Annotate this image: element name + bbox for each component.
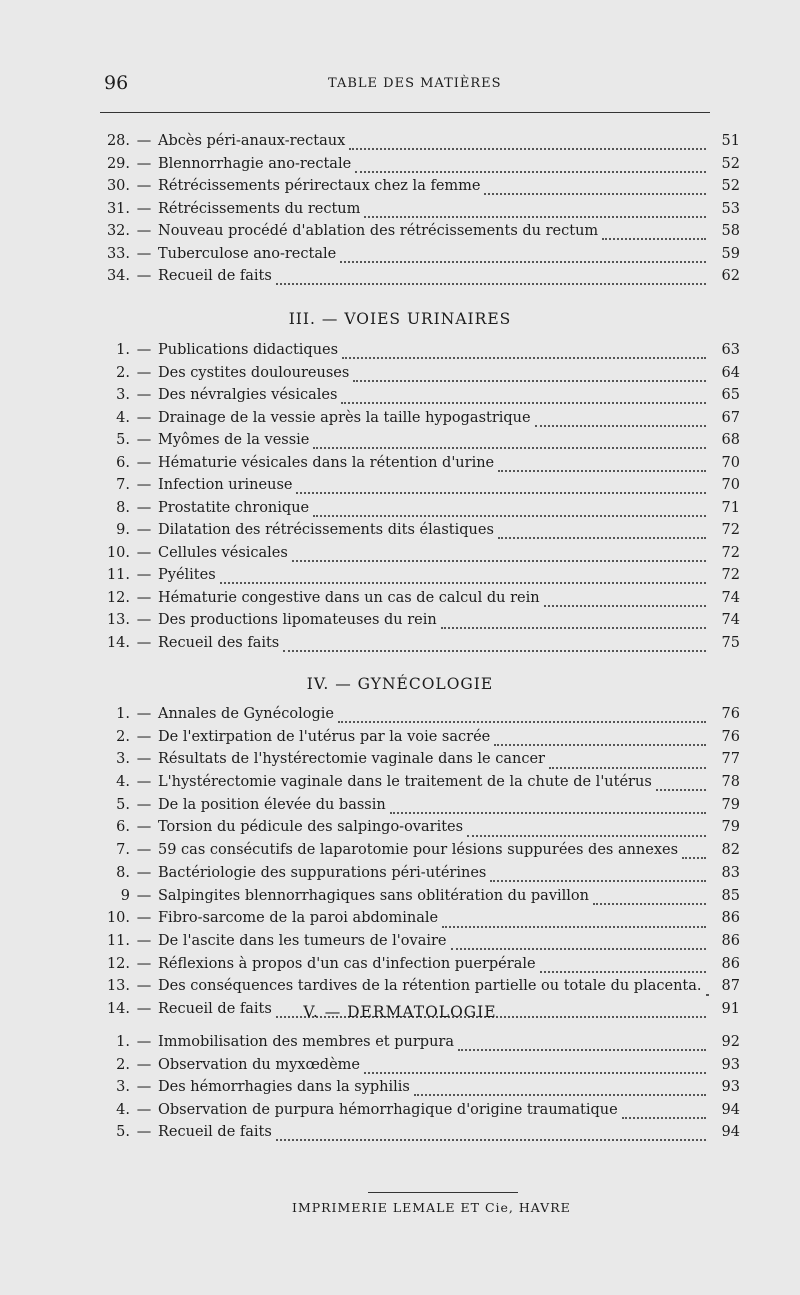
entry-dash: — (136, 751, 152, 768)
entry-title: Des productions lipomateuses du rein (158, 612, 437, 628)
entry-page-number: 74 (721, 589, 740, 606)
entry-number: 12. (106, 955, 130, 972)
toc-entry-list (100, 133, 740, 291)
toc-entry (100, 729, 740, 752)
toc-entry (100, 888, 740, 911)
entry-title: Nouveau procédé d'ablation des rétrécissements du rectum (158, 223, 599, 239)
entry-number: 4. (116, 1101, 130, 1118)
entry-dash: — (136, 133, 152, 149)
entry-dash: — (136, 155, 152, 172)
entry-dash: — (136, 589, 152, 606)
entry-page-number: 86 (721, 932, 740, 949)
toc-entry (100, 819, 740, 842)
entry-dash: — (136, 544, 152, 561)
entry-page-number: 83 (721, 864, 740, 881)
entry-title: Observation de purpura hémorrhagique d'origine traumatique (158, 1101, 618, 1118)
entry-page-number: 64 (721, 364, 740, 381)
entry-dash: — (136, 774, 152, 791)
toc-entry (100, 365, 740, 388)
toc-entry (100, 1124, 740, 1147)
entry-page-number: 86 (721, 910, 740, 927)
entry-dash: — (136, 1000, 152, 1017)
toc-entry (100, 706, 740, 729)
toc-entry (100, 455, 740, 478)
dot-leader (442, 926, 706, 928)
entry-title: De l'extirpation de l'utérus par la voie sacrée (158, 728, 491, 745)
dot-leader (484, 193, 706, 195)
entry-title: Publications didactiques (158, 342, 339, 358)
toc-entry (100, 567, 740, 590)
dot-leader (364, 216, 706, 218)
entry-page-number: 79 (721, 796, 740, 813)
entry-title: Bactériologie des suppurations péri-utérines (158, 864, 487, 881)
entry-page-number: 77 (721, 751, 740, 768)
toc-entry (100, 910, 740, 933)
entry-page-number: 52 (721, 178, 740, 194)
entry-number: 11. (106, 932, 130, 949)
entry-title: De la position élevée du bassin (158, 796, 386, 813)
dot-leader (467, 835, 706, 837)
entry-title: Rétrécissements du rectum (158, 200, 361, 217)
entry-title: Blennorrhagie ano-rectale (158, 155, 352, 172)
printer-imprint: IMPRIMERIE LEMALE ET Cie, HAVRE (292, 1200, 571, 1215)
entry-page-number: 53 (721, 200, 740, 217)
dot-leader (682, 857, 706, 859)
entry-number: 28. (106, 133, 130, 149)
section-heading: IV. — GYNÉCOLOGIE (306, 675, 494, 693)
entry-number: 12. (106, 589, 130, 606)
entry-page-number: 51 (721, 133, 740, 149)
entry-title: Rétrécissements périrectaux chez la femme (158, 178, 481, 194)
toc-entry (100, 156, 740, 179)
entry-page-number: 70 (721, 454, 740, 471)
entry-title: Myômes de la vessie (158, 432, 310, 448)
entry-dash: — (136, 842, 152, 859)
entry-page-number: 93 (721, 1056, 740, 1073)
toc-entry (100, 1057, 740, 1080)
entry-dash: — (136, 887, 152, 904)
entry-page-number: 72 (721, 544, 740, 561)
entry-title: Tuberculose ano-rectale (158, 245, 337, 262)
toc-entry (100, 410, 740, 433)
dot-leader (656, 789, 706, 791)
toc-entry (100, 201, 740, 224)
entry-title: Résultats de l'hystérectomie vaginale dans le cancer (158, 751, 545, 768)
dot-leader (276, 283, 706, 285)
entry-page-number: 74 (721, 612, 740, 628)
dot-leader (341, 402, 706, 404)
entry-title: Immobilisation des membres et purpura (158, 1034, 454, 1050)
entry-number: 33. (106, 245, 130, 262)
entry-dash: — (136, 706, 152, 722)
toc-entry (100, 268, 740, 291)
entry-number: 9. (116, 522, 130, 538)
toc-entry (100, 1079, 740, 1102)
toc-entry (100, 751, 740, 774)
entry-title: Drainage de la vessie après la taille hypogastrique (158, 409, 531, 426)
entry-dash: — (136, 728, 152, 745)
dot-leader (540, 971, 706, 973)
toc-entry-list (100, 706, 740, 1024)
toc-entry (100, 223, 740, 246)
entry-dash: — (136, 499, 152, 516)
entry-dash: — (136, 910, 152, 927)
entry-page-number: 52 (721, 155, 740, 172)
entry-title: Hématurie congestive dans un cas de calcul du rein (158, 589, 540, 606)
entry-title: Abcès péri-anaux-rectaux (158, 133, 346, 149)
entry-dash: — (136, 955, 152, 972)
entry-dash: — (136, 477, 152, 493)
entry-number: 7. (116, 842, 130, 859)
toc-entry (100, 246, 740, 269)
entry-dash: — (136, 634, 152, 651)
entry-dash: — (136, 612, 152, 628)
dot-leader (414, 1094, 706, 1096)
entry-dash: — (136, 223, 152, 239)
dot-leader (313, 515, 706, 517)
entry-page-number: 59 (721, 245, 740, 262)
entry-title: Torsion du pédicule des salpingo-ovarites (158, 819, 464, 836)
entry-dash: — (136, 1101, 152, 1118)
dot-leader (441, 627, 706, 629)
entry-number: 1. (116, 706, 130, 722)
toc-entry (100, 1102, 740, 1125)
dot-leader (549, 767, 706, 769)
entry-page-number: 70 (721, 477, 740, 493)
entry-number: 5. (116, 432, 130, 448)
page-header (0, 72, 800, 102)
entry-dash: — (136, 1056, 152, 1073)
entry-title: Fibro-sarcome de la paroi abdominale (158, 910, 439, 927)
toc-entry (100, 1034, 740, 1057)
toc-entry (100, 178, 740, 201)
entry-number: 13. (106, 978, 130, 995)
toc-entry (100, 842, 740, 865)
dot-leader (220, 582, 706, 584)
entry-number: 1. (116, 342, 130, 358)
entry-dash: — (136, 1124, 152, 1140)
dot-leader (498, 470, 706, 472)
toc-entry (100, 978, 740, 1001)
entry-dash: — (136, 1034, 152, 1050)
entry-number: 7. (116, 477, 130, 493)
entry-title: Des hémorrhagies dans la syphilis (158, 1079, 410, 1095)
dot-leader (340, 261, 706, 263)
entry-dash: — (136, 567, 152, 583)
entry-dash: — (136, 178, 152, 194)
entry-number: 14. (106, 1000, 130, 1017)
entry-number: 3. (116, 751, 130, 768)
entry-page-number: 72 (721, 522, 740, 538)
entry-dash: — (136, 364, 152, 381)
entry-page-number: 92 (721, 1034, 740, 1050)
toc-entry (100, 956, 740, 979)
entry-number: 2. (116, 728, 130, 745)
section-heading: V. — DERMATOLOGIE (303, 1003, 497, 1021)
entry-title: Recueil de faits (158, 1000, 272, 1017)
dot-leader (602, 238, 706, 240)
entry-page-number: 87 (721, 978, 740, 995)
entry-dash: — (136, 200, 152, 217)
entry-title: Hématurie vésicales dans la rétention d'urine (158, 454, 495, 471)
entry-dash: — (136, 819, 152, 836)
entry-number: 13. (106, 612, 130, 628)
dot-leader (364, 1072, 706, 1074)
dot-leader (338, 721, 706, 723)
entry-title: Infection urineuse (158, 477, 293, 493)
header-rule (100, 112, 710, 113)
dot-leader (494, 744, 706, 746)
entry-number: 11. (106, 567, 130, 583)
entry-number: 3. (116, 387, 130, 403)
dot-leader (390, 812, 706, 814)
toc-entry (100, 590, 740, 613)
toc-entry (100, 797, 740, 820)
entry-dash: — (136, 454, 152, 471)
entry-number: 10. (106, 910, 130, 927)
dot-leader (349, 148, 706, 150)
dot-leader (706, 994, 707, 996)
entry-page-number: 62 (721, 268, 740, 284)
toc-entry (100, 133, 740, 156)
dot-leader (544, 605, 706, 607)
entry-page-number: 58 (721, 223, 740, 239)
entry-page-number: 91 (721, 1000, 740, 1017)
entry-page-number: 82 (721, 842, 740, 859)
entry-number: 9 (120, 887, 130, 904)
entry-title: Réflexions à propos d'un cas d'infection puerpérale (158, 955, 536, 972)
toc-entry (100, 865, 740, 888)
entry-dash: — (136, 864, 152, 881)
entry-dash: — (136, 387, 152, 403)
page-number: 96 (104, 72, 129, 94)
entry-page-number: 68 (721, 432, 740, 448)
entry-page-number: 76 (721, 706, 740, 722)
entry-title: Salpingites blennorrhagiques sans oblitération du pavillon (158, 887, 589, 904)
entry-number: 5. (116, 1124, 130, 1140)
dot-leader (622, 1117, 706, 1119)
dot-leader (292, 560, 706, 562)
toc-entry (100, 387, 740, 410)
entry-dash: — (136, 268, 152, 284)
dot-leader (313, 447, 706, 449)
entry-page-number: 79 (721, 819, 740, 836)
entry-number: 8. (116, 499, 130, 516)
entry-page-number: 78 (721, 774, 740, 791)
entry-page-number: 93 (721, 1079, 740, 1095)
entry-dash: — (136, 1079, 152, 1095)
entry-number: 30. (106, 178, 130, 194)
entry-title: Pyélites (158, 567, 216, 583)
entry-dash: — (136, 342, 152, 358)
toc-entry (100, 432, 740, 455)
entry-number: 6. (116, 454, 130, 471)
entry-number: 14. (106, 634, 130, 651)
toc-entry (100, 342, 740, 365)
entry-dash: — (136, 522, 152, 538)
dot-leader (342, 357, 706, 359)
entry-page-number: 86 (721, 955, 740, 972)
entry-number: 3. (116, 1079, 130, 1095)
entry-title: L'hystérectomie vaginale dans le traitement de la chute de l'utérus (158, 774, 652, 791)
toc-entry (100, 477, 740, 500)
entry-dash: — (136, 409, 152, 426)
entry-title: De l'ascite dans les tumeurs de l'ovaire (158, 932, 447, 949)
dot-leader (535, 425, 706, 427)
toc-entry (100, 612, 740, 635)
entry-title: Annales de Gynécologie (158, 706, 334, 722)
entry-page-number: 71 (721, 499, 740, 516)
dot-leader (458, 1049, 706, 1051)
dot-leader (353, 380, 706, 382)
entry-page-number: 72 (721, 567, 740, 583)
entry-title: Recueil des faits (158, 634, 280, 651)
entry-title: Cellules vésicales (158, 544, 288, 561)
entry-number: 1. (116, 1034, 130, 1050)
entry-title: Recueil de faits (158, 268, 272, 284)
entry-title: Dilatation des rétrécissements dits élastiques (158, 522, 494, 538)
entry-number: 8. (116, 864, 130, 881)
toc-entry (100, 774, 740, 797)
entry-dash: — (136, 932, 152, 949)
entry-number: 2. (116, 1056, 130, 1073)
dot-leader (355, 171, 706, 173)
entry-page-number: 75 (721, 634, 740, 651)
dot-leader (490, 880, 706, 882)
entry-number: 32. (106, 223, 130, 239)
dot-leader (283, 650, 706, 652)
dot-leader (276, 1139, 706, 1141)
entry-number: 6. (116, 819, 130, 836)
section-heading: III. — VOIES URINAIRES (288, 310, 512, 328)
entry-number: 34. (106, 268, 130, 284)
entry-dash: — (136, 796, 152, 813)
entry-dash: — (136, 432, 152, 448)
toc-entry-list (100, 342, 740, 657)
entry-title: Observation du myxœdème (158, 1056, 360, 1073)
entry-page-number: 85 (721, 887, 740, 904)
entry-title: Des névralgies vésicales (158, 387, 338, 403)
entry-number: 4. (116, 409, 130, 426)
entry-number: 2. (116, 364, 130, 381)
dot-leader (296, 492, 706, 494)
toc-entry (100, 933, 740, 956)
entry-number: 10. (106, 544, 130, 561)
entry-number: 29. (106, 155, 130, 172)
entry-page-number: 76 (721, 728, 740, 745)
entry-title: Des cystites douloureuses (158, 364, 350, 381)
toc-entry (100, 635, 740, 658)
entry-title: Recueil de faits (158, 1124, 272, 1140)
toc-entry (100, 522, 740, 545)
entry-page-number: 94 (721, 1124, 740, 1140)
toc-entry (100, 545, 740, 568)
entry-page-number: 67 (721, 409, 740, 426)
toc-entry-list (100, 1034, 740, 1147)
dot-leader (451, 948, 706, 950)
entry-page-number: 63 (721, 342, 740, 358)
entry-number: 5. (116, 796, 130, 813)
dot-leader (593, 903, 706, 905)
entry-dash: — (136, 978, 152, 995)
dot-leader (498, 537, 706, 539)
entry-number: 4. (116, 774, 130, 791)
footer-rule (368, 1192, 518, 1193)
entry-page-number: 65 (721, 387, 740, 403)
entry-title: Des conséquences tardives de la rétention partielle ou totale du placenta. (158, 978, 702, 995)
entry-title: Prostatite chronique (158, 499, 310, 516)
entry-title: 59 cas consécutifs de laparotomie pour lésions suppurées des annexes (158, 842, 679, 859)
toc-entry (100, 500, 740, 523)
running-title: TABLE DES MATIÈRES (328, 76, 502, 91)
entry-page-number: 94 (721, 1101, 740, 1118)
entry-number: 31. (106, 200, 130, 217)
entry-dash: — (136, 245, 152, 262)
